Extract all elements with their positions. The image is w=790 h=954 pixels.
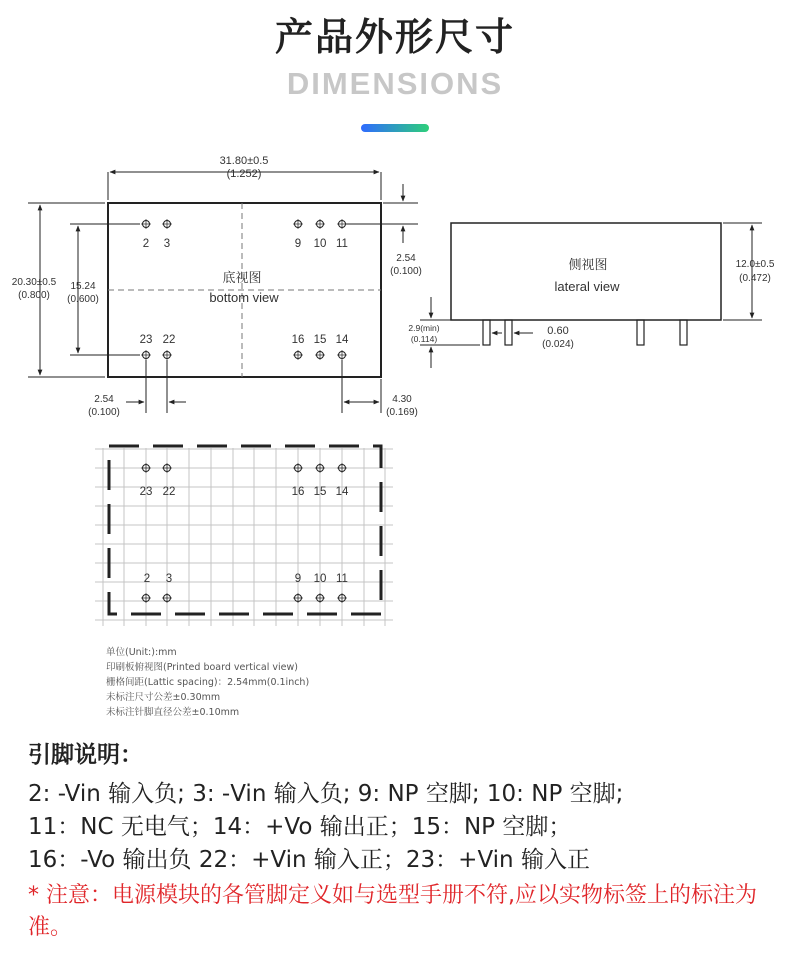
pin-15	[315, 350, 325, 360]
edge-in: (0.169)	[386, 407, 418, 418]
note-lattice: 栅格间距(Lattic spacing)：2.54mm(0.1inch)	[106, 677, 310, 688]
bottom-view-label-en: bottom view	[209, 290, 279, 305]
pin-label-22: 22	[162, 334, 176, 346]
pcb-pin-label-23: 23	[139, 486, 153, 498]
pcb-pin-14	[337, 463, 347, 473]
pin-label-11: 11	[336, 238, 348, 250]
pin-label-15: 15	[313, 334, 327, 346]
pin-description-line: 16：-Vo 输出负 22：+Vin 输入正；23：+Vin 输入正	[28, 847, 590, 873]
inner-mm: 15.24	[70, 281, 96, 292]
pin-14	[337, 350, 347, 360]
lateral-view	[408, 223, 774, 368]
pin-label-23: 23	[139, 334, 153, 346]
pin-description-line: 2: -Vin 输入负; 3: -Vin 输入负; 9: NP 空脚; 10: NP 空脚;	[28, 781, 624, 807]
pin-10	[315, 219, 325, 229]
height-mm: 20.30±0.5	[11, 277, 57, 288]
lateral-view-label-cn: 侧视图	[568, 257, 608, 272]
width-in: (1.252)	[226, 168, 262, 180]
pcb-pin-label-14: 14	[335, 486, 349, 498]
pin-2	[141, 219, 151, 229]
pin-label-14: 14	[335, 334, 349, 346]
lateral-view-label-en: lateral view	[554, 279, 620, 294]
pin-label-10: 10	[313, 238, 327, 250]
pitch-in: (0.100)	[88, 407, 120, 418]
pcb-pin-15	[315, 463, 325, 473]
pcb-pin-label-22: 22	[162, 486, 176, 498]
pitch-mm: 2.54	[94, 394, 114, 405]
pcb-pin-label-2: 2	[143, 573, 151, 585]
page-title: 产品外形尺寸	[274, 15, 515, 59]
pin-top-in: (0.100)	[390, 266, 422, 277]
bottom-view	[12, 155, 422, 418]
pcb-pin-22	[162, 463, 172, 473]
pin-11	[337, 219, 347, 229]
note-tolerance: 未标注尺寸公差±0.30mm	[106, 692, 221, 703]
page-subtitle: DIMENSIONS	[286, 66, 504, 101]
side-pin-4	[680, 320, 687, 345]
pin-22	[162, 350, 172, 360]
lateral-height-in: (0.472)	[739, 273, 771, 284]
bottom-view-label-cn: 底视图	[222, 270, 262, 285]
pin-len-mm: 2.9(min)	[408, 323, 440, 333]
pcb-pin-label-15: 15	[313, 486, 327, 498]
pin-label-2: 2	[142, 238, 150, 250]
pin-description-line: 11：NC 无电气；14：+Vo 输出正；15：NP 空脚；	[28, 814, 572, 840]
pcb-pin-label-16: 16	[291, 486, 305, 498]
pin-description-title: 引脚说明：	[28, 742, 143, 768]
pin-dia-in: (0.024)	[542, 339, 574, 350]
note-printed-board: 印刷板俯视图(Printed board vertical view)	[106, 662, 298, 673]
side-pin-3	[637, 320, 644, 345]
pin-16	[293, 350, 303, 360]
pcb-pin-label-11: 11	[336, 573, 348, 585]
lateral-height-mm: 12.0±0.5	[735, 259, 775, 270]
note-unit: 单位(Unit:):mm	[106, 647, 177, 658]
pcb-pin-label-10: 10	[313, 573, 327, 585]
pin-23	[141, 350, 151, 360]
pin-label-9: 9	[294, 238, 302, 250]
pcb-pin-23	[141, 463, 151, 473]
drawing-notes	[106, 645, 309, 720]
pin-label-16: 16	[291, 334, 305, 346]
width-mm: 31.80±0.5	[219, 155, 269, 167]
pin-len-in: (0.114)	[410, 334, 438, 344]
pin-9	[293, 219, 303, 229]
inner-in: (0.600)	[67, 294, 99, 305]
pcb-grid	[95, 448, 393, 626]
pin-top-mm: 2.54	[396, 253, 416, 264]
pin-dia-mm: 0.60	[547, 325, 569, 337]
note-pin-tolerance: 未标注针脚直径公差±0.10mm	[106, 707, 240, 718]
edge-mm: 4.30	[392, 394, 412, 405]
pin-label-3: 3	[163, 238, 171, 250]
height-in: (0.800)	[18, 290, 50, 301]
pcb-pin-label-9: 9	[294, 573, 302, 585]
pcb-pin-label-3: 3	[165, 573, 173, 585]
pcb-layout	[95, 446, 393, 626]
pcb-pin-16	[293, 463, 303, 473]
side-pin-1	[483, 320, 490, 345]
side-pin-2	[505, 320, 512, 345]
pin-3	[162, 219, 172, 229]
warning-note: * 注意：电源模块的各管脚定义如与选型手册不符,应以实物标签上的标注为准。	[28, 883, 757, 940]
